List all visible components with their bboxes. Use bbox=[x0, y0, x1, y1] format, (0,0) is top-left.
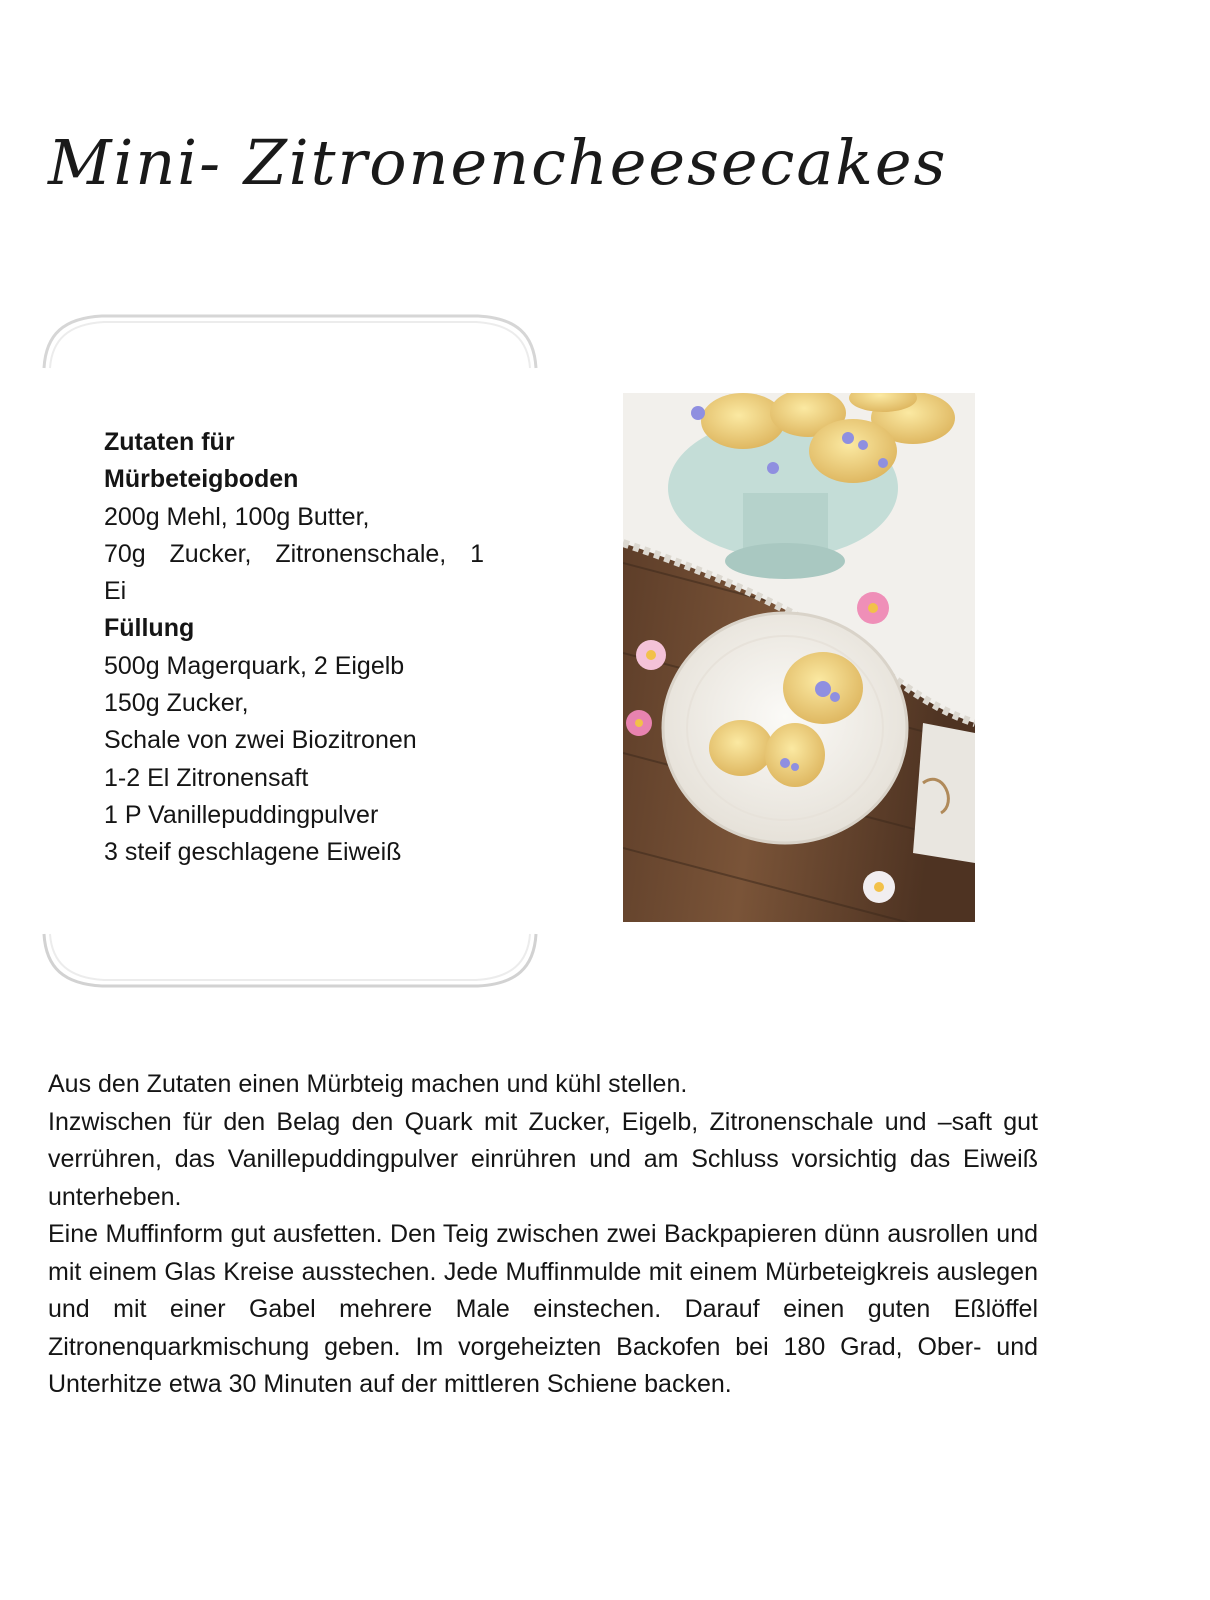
ingredient-heading: Füllung bbox=[104, 614, 195, 643]
ingredient-line: 1 P Vanillepuddingpulver bbox=[104, 800, 379, 829]
ingredient-line: 70g Zucker, Zitronenschale, 1 bbox=[104, 539, 484, 568]
ingredient-line: Schale von zwei Biozitronen bbox=[104, 726, 417, 755]
recipe-title: Mini- Zitronencheesecakes bbox=[48, 126, 948, 199]
instructions-text bbox=[48, 1066, 1038, 1404]
ingredient-heading: Zutaten für bbox=[104, 428, 235, 456]
instruction-paragraph: Aus den Zutaten einen Mürbteig machen und kühl stellen. bbox=[48, 1070, 688, 1098]
ingredient-line: 500g Magerquark, 2 Eigelb bbox=[104, 651, 405, 680]
instruction-paragraph: Eine Muffinform gut ausfetten. Den Teig zwischen zwei Backpapieren dünn ausrollen und mit einem Glas Kreise ausstechen. Jede Muffinmulde mit einem Mürbeteigkreis auslegen und mit einer Gabel mehrere Male einstechen. Darauf einen guten Eßlöffel Zitronenquarkmischung geben. Im vorgeheizten Backofen bei 180 Grad, Ober- und Unterhitze etwa 30 Minuten auf der mittleren Schiene backen. bbox=[48, 1220, 1038, 1398]
ingredient-line: Ei bbox=[104, 577, 127, 606]
ingredients-list bbox=[104, 424, 484, 872]
ingredient-heading: Mürbeteigboden bbox=[104, 465, 299, 494]
ingredient-line: 3 steif geschlagene Eiweiß bbox=[104, 838, 402, 867]
ingredient-line: 200g Mehl, 100g Butter, bbox=[104, 502, 370, 531]
ingredient-line: 1-2 El Zitronensaft bbox=[104, 763, 309, 792]
instruction-paragraph: Inzwischen für den Belag den Quark mit Zucker, Eigelb, Zitronenschale und –saft gut verrühren, das Vanillepuddingpulver einrühren und am Schluss vorsichtig das Eiweiß unterheben. bbox=[48, 1107, 1038, 1211]
cheesecake-photo bbox=[623, 393, 975, 922]
ingredient-line: 150g Zucker, bbox=[104, 689, 249, 718]
